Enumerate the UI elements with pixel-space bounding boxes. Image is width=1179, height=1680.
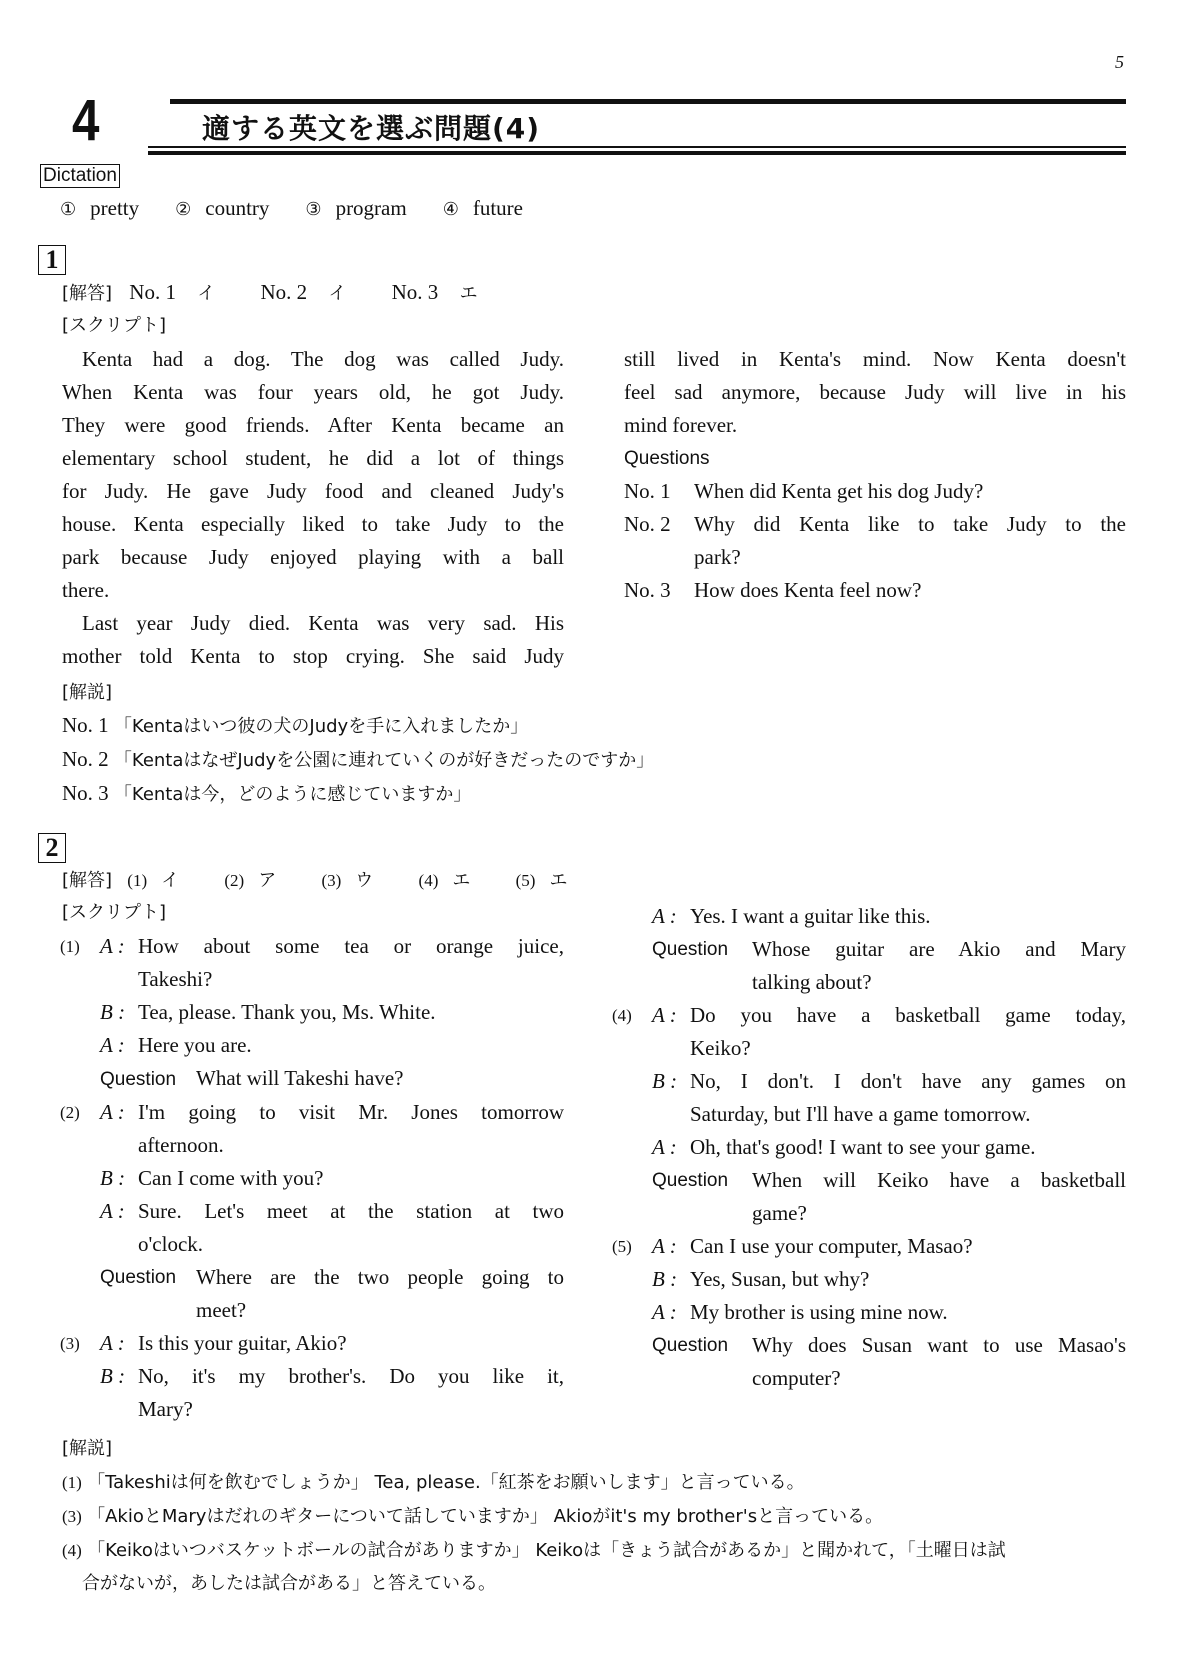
dialogue-text: Sure. Let's meet at the station at two	[138, 1199, 564, 1223]
dialogue-text: My brother is using mine now.	[690, 1300, 948, 1324]
speaker: A :	[100, 1033, 125, 1057]
question-text: Why did Kenta like to take Judy to the	[694, 512, 1126, 536]
explanation-text-cont: 合がないが，あしたは試合がある」と答えている。	[82, 1573, 496, 1594]
question-item	[624, 574, 1126, 607]
answer-choice: エ	[549, 870, 568, 891]
answer-q: (2)	[224, 871, 245, 890]
dialogue-num: (5)	[612, 1237, 632, 1256]
item-word: country	[205, 196, 270, 220]
speaker: B :	[652, 1267, 678, 1291]
answer-q: No. 3	[391, 280, 439, 304]
question-text: When did Kenta get his dog Judy?	[694, 479, 984, 503]
dialogue-line	[612, 1296, 1126, 1329]
question-text-cont: computer?	[752, 1366, 841, 1390]
section-2-number: 2	[38, 833, 66, 863]
question-item	[624, 475, 1126, 508]
explanation-text: 「Takeshiは何を飲むでしょうか」 Tea, please.「紅茶をお願いします」と言っている。	[87, 1472, 805, 1493]
dialogue-num: (4)	[612, 1006, 632, 1025]
explanation-item	[62, 1465, 1132, 1499]
dialogue-num: (1)	[60, 937, 80, 956]
dictation-label: Dictation	[40, 164, 120, 188]
explanation-text: 「Keikoはいつバスケットボールの試合がありますか」 Keikoは「きょう試合があるか」と聞かれて，「土曜日は試	[87, 1540, 1006, 1561]
script-line: When Kenta was four years old, he got Judy.	[62, 380, 564, 404]
chapter-number: 4	[72, 88, 100, 153]
dialogue-line	[60, 1029, 564, 1062]
dialogue-line	[60, 996, 564, 1029]
dictation-item	[60, 196, 139, 221]
item-word: pretty	[90, 196, 140, 220]
speaker: A :	[100, 934, 125, 958]
dialogue-text: Can I use your computer, Masao?	[690, 1234, 973, 1258]
explanation-num: (1)	[62, 1473, 82, 1492]
question-text: Why does Susan want to use Masao's	[752, 1333, 1126, 1357]
explanation-text: 「AkioとMaryはだれのギターについて話していますか」 Akioがit's my brother'sと言っている。	[87, 1506, 884, 1527]
question-num: No. 1	[624, 479, 671, 503]
script-line: mother told Kenta to stop crying. She said Judy	[62, 644, 564, 668]
dialogue-text: Oh, that's good! I want to see your game.	[690, 1135, 1036, 1159]
explanation-num: (4)	[62, 1541, 82, 1560]
item-word: program	[335, 196, 407, 220]
explanation-item	[62, 709, 654, 743]
explanation-item	[62, 777, 654, 811]
dialogue-text-cont: Keiko?	[690, 1036, 751, 1060]
dialogue-line	[612, 1263, 1126, 1296]
item-number: ②	[175, 199, 192, 220]
section-2-answers	[62, 863, 567, 897]
answer-choice: エ	[459, 283, 478, 304]
dialogue-text: Here you are.	[138, 1033, 252, 1057]
explanation-text: 「KentaはなぜJudyを公園に連れていくのが好きだったのですか」	[113, 750, 655, 771]
dialogue-text-cont: Saturday, but I'll have a game tomorrow.	[690, 1102, 1031, 1126]
speaker-a: A	[652, 1003, 665, 1027]
dialogue-text: No, I don't. I don't have any games on	[690, 1069, 1126, 1093]
questions-label: Questions	[624, 448, 710, 469]
speaker-a: A	[652, 1300, 665, 1324]
section-1-explanation	[62, 676, 654, 811]
section-2-explanation	[62, 1432, 1132, 1600]
speaker-a: A	[100, 934, 113, 958]
dialogue-num: (3)	[60, 1334, 80, 1353]
question-label: Question	[652, 1170, 729, 1191]
page-number: 5	[1115, 52, 1124, 72]
speaker: B :	[100, 1166, 126, 1190]
script-line: house. Kenta especially liked to take Judy to the	[62, 512, 564, 536]
script-line: They were good friends. After Kenta became an	[62, 413, 564, 437]
script-line: elementary school student, he did a lot of things	[62, 446, 564, 470]
item-number: ④	[442, 199, 459, 220]
script-left-column	[62, 343, 564, 673]
script-label: [スクリプト]	[62, 315, 167, 336]
question-text: Where are the two people going to	[196, 1265, 564, 1289]
script-line: still lived in Kenta's mind. Now Kenta doesn't	[624, 347, 1126, 371]
dialogue-line	[60, 1327, 564, 1360]
answer-choice: ア	[258, 870, 277, 891]
dialogue-line	[612, 999, 1126, 1032]
question-label: Question	[100, 1267, 177, 1288]
dialogue-text: No, it's my brother's. Do you like it,	[138, 1364, 564, 1388]
script-line: park because Judy enjoyed playing with a ball	[62, 545, 564, 569]
speaker: A :	[652, 1003, 677, 1027]
dialogue-line	[60, 1162, 564, 1195]
speaker-b: B	[652, 1069, 665, 1093]
script-line: mind forever.	[624, 413, 738, 437]
explanation-item	[62, 1499, 1132, 1533]
answer-label: [解答]	[62, 283, 113, 304]
question-label: Question	[100, 1069, 177, 1090]
speaker-b: B	[100, 1000, 113, 1024]
question-text: What will Takeshi have?	[196, 1066, 404, 1090]
dialogue-text: Is this your guitar, Akio?	[138, 1331, 347, 1355]
speaker: A :	[652, 1300, 677, 1324]
question-text: How does Kenta feel now?	[694, 578, 922, 602]
dialogue-line	[612, 1065, 1126, 1098]
script-line: feel sad anymore, because Judy will live in his	[624, 380, 1126, 404]
dialogue-text-cont: Mary?	[138, 1397, 193, 1421]
answer-q: No. 1	[129, 280, 176, 304]
speaker: A :	[100, 1199, 125, 1223]
dictation-item	[443, 196, 523, 221]
script-line: Kenta had a dog. The dog was called Judy.	[82, 347, 564, 371]
speaker-a: A	[652, 1135, 665, 1159]
explanation-item	[62, 743, 654, 777]
dialogue-text: Yes, Susan, but why?	[690, 1267, 870, 1291]
title-rule-top	[170, 99, 1126, 104]
answer-label: [解答]	[62, 870, 113, 891]
explanation-text: 「Kentaは今，どのように感じていますか」	[113, 784, 472, 805]
question-text-cont: game?	[752, 1201, 807, 1225]
script-line: Last year Judy died. Kenta was very sad. His	[82, 611, 564, 635]
question-text: Whose guitar are Akio and Mary	[752, 937, 1126, 961]
speaker-b: B	[100, 1166, 113, 1190]
answer-choice: エ	[452, 870, 471, 891]
dialogue-question	[612, 933, 1126, 966]
item-word: future	[472, 196, 524, 220]
dialogues-right	[612, 867, 1126, 1395]
answer-choice: イ	[328, 283, 347, 304]
answer-choice: イ	[197, 283, 216, 304]
dialogue-text: Yes. I want a guitar like this.	[690, 904, 931, 928]
speaker-a: A	[100, 1033, 113, 1057]
section-1-answers	[62, 276, 478, 310]
explanation-item	[62, 1533, 1132, 1567]
dialogue-line	[60, 930, 564, 963]
explanation-label: [解説]	[62, 682, 113, 703]
dialogue-line	[612, 1230, 1126, 1263]
dictation-item	[305, 196, 406, 221]
answer-choice: イ	[161, 870, 180, 891]
speaker-a: A	[100, 1331, 113, 1355]
dialogue-line	[612, 1131, 1126, 1164]
speaker-b: B	[100, 1364, 113, 1388]
speaker-a: A	[652, 1234, 665, 1258]
speaker: B :	[100, 1364, 126, 1388]
speaker: A :	[100, 1100, 125, 1124]
explanation-num: No. 3	[62, 781, 109, 805]
explanation-num: No. 2	[62, 747, 109, 771]
dialogue-text: How about some tea or orange juice,	[138, 934, 564, 958]
dialogue-text: Tea, please. Thank you, Ms. White.	[138, 1000, 436, 1024]
dialogue-text-cont: Takeshi?	[138, 967, 213, 991]
dialogue-question	[612, 1329, 1126, 1362]
speaker-a: A	[100, 1100, 113, 1124]
speaker: A :	[652, 904, 677, 928]
script-label: [スクリプト]	[62, 902, 167, 923]
dialogue-text: I'm going to visit Mr. Jones tomorrow	[138, 1100, 564, 1124]
question-text-cont: talking about?	[752, 970, 872, 994]
dialogue-line	[60, 1360, 564, 1393]
dialogue-text: Can I come with you?	[138, 1166, 324, 1190]
section-1-number: 1	[38, 245, 66, 275]
dialogue-text-cont: o'clock.	[138, 1232, 204, 1256]
dialogue-question	[612, 1164, 1126, 1197]
speaker-a: A	[100, 1199, 113, 1223]
question-num: No. 2	[624, 512, 671, 536]
title-rule-bottom-thin	[148, 146, 1126, 148]
dialogue-text-cont: afternoon.	[138, 1133, 224, 1157]
answer-q: (3)	[321, 871, 342, 890]
script-line: for Judy. He gave Judy food and cleaned Judy's	[62, 479, 564, 503]
item-number: ①	[60, 199, 77, 220]
speaker: B :	[652, 1069, 678, 1093]
answer-q: No. 2	[260, 280, 308, 304]
dialogue-text: Do you have a basketball game today,	[690, 1003, 1126, 1027]
dialogue-question	[60, 1261, 564, 1294]
dialogue-line	[60, 1195, 564, 1228]
dictation-list	[60, 196, 559, 221]
explanation-num: (3)	[62, 1507, 82, 1526]
title-rule-bottom-thick	[148, 151, 1126, 155]
dialogue-question	[60, 1062, 564, 1096]
question-text-cont: meet?	[196, 1298, 247, 1322]
question-text: When will Keiko have a basketball	[752, 1168, 1126, 1192]
speaker-b: B	[652, 1267, 665, 1291]
question-label: Question	[652, 1335, 729, 1356]
speaker: A :	[652, 1135, 677, 1159]
speaker: B :	[100, 1000, 126, 1024]
dialogue-num: (2)	[60, 1103, 80, 1122]
item-number: ③	[305, 199, 322, 220]
explanation-num: No. 1	[62, 713, 109, 737]
answer-q: (4)	[418, 871, 439, 890]
speaker: A :	[100, 1331, 125, 1355]
question-item	[624, 508, 1126, 541]
script-right-column	[624, 343, 1126, 607]
dialogue-line	[612, 900, 1126, 933]
explanation-text: 「Kentaはいつ彼の犬のJudyを手に入れましたか」	[113, 716, 529, 737]
question-label: Question	[652, 939, 729, 960]
chapter-title: 適する英文を選ぶ問題(4)	[202, 112, 541, 145]
question-text-cont: park?	[694, 545, 741, 569]
script-line: there.	[62, 578, 110, 602]
dialogues-left	[60, 930, 564, 1426]
answer-choice: ウ	[355, 870, 374, 891]
answer-q: (1)	[127, 871, 148, 890]
answer-q: (5)	[515, 871, 536, 890]
dialogue-line	[60, 1096, 564, 1129]
speaker-a: A	[652, 904, 665, 928]
speaker: A :	[652, 1234, 677, 1258]
explanation-label: [解説]	[62, 1438, 113, 1459]
question-num: No. 3	[624, 578, 671, 602]
dictation-item	[175, 196, 269, 221]
